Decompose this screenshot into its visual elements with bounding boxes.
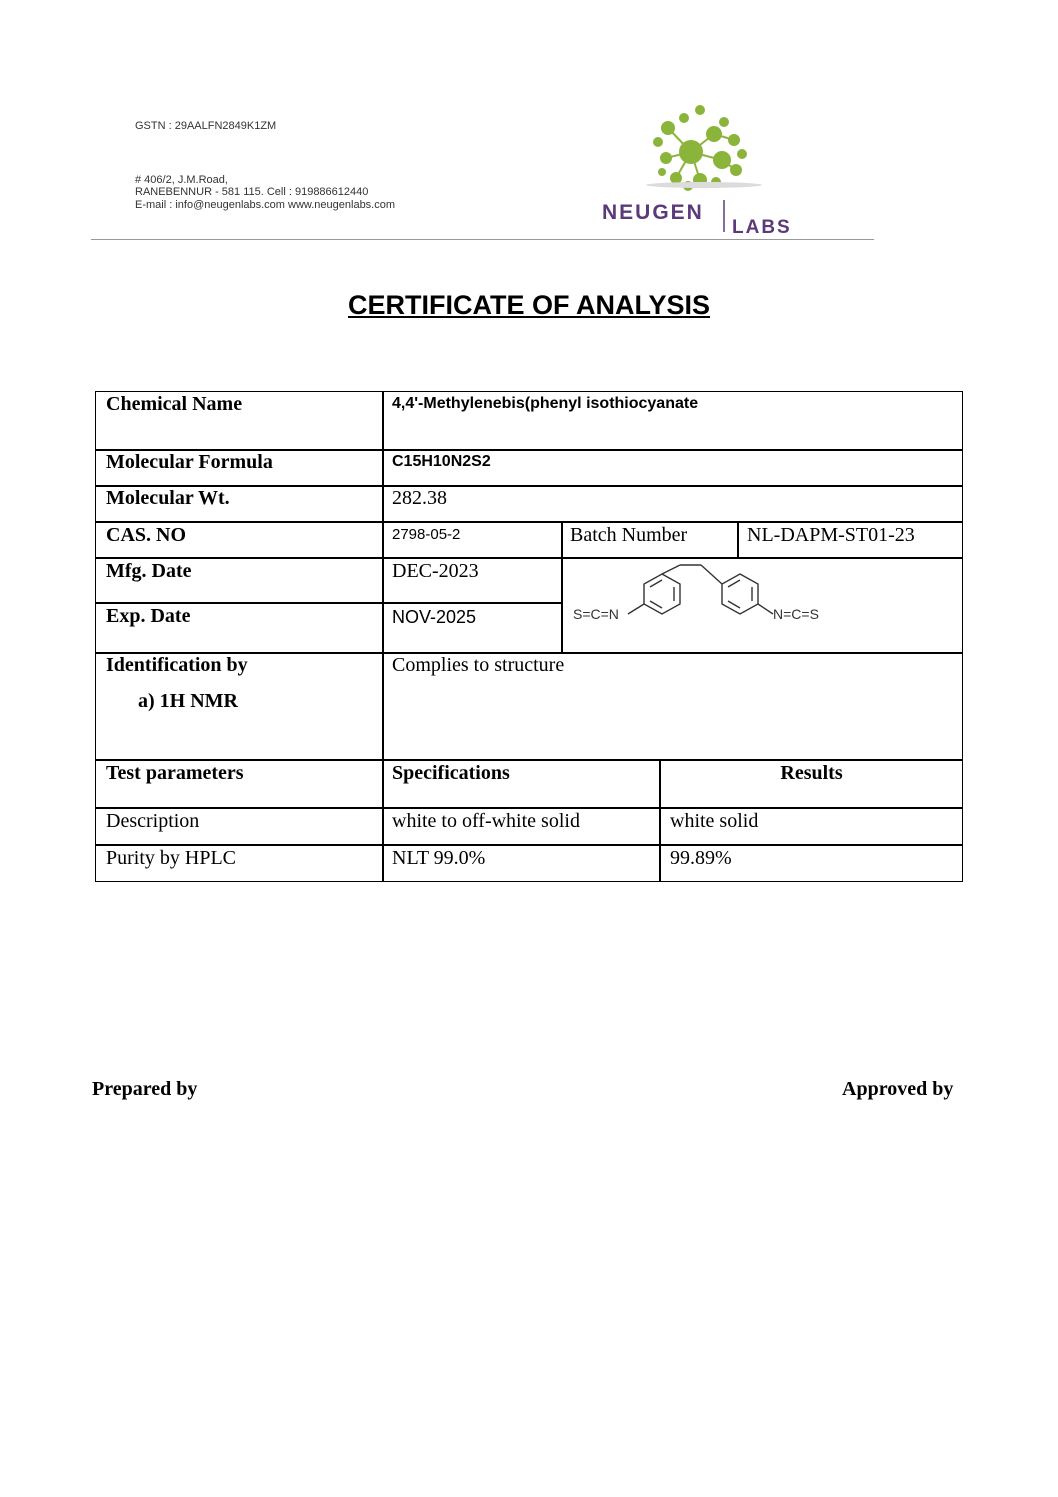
row-parameter: Description [106, 810, 200, 832]
molecular-formula-value: C15H10N2S2 [392, 453, 491, 470]
mfg-date-label: Mfg. Date [106, 560, 192, 582]
address-line-3: E-mail : info@neugenlabs.com www.neugenlabs.com [135, 199, 396, 211]
address-line-2: RANEBENNUR - 581 115. Cell : 919886612440 [135, 186, 369, 198]
chemical-structure-diagram [566, 562, 836, 648]
molecular-formula-label: Molecular Formula [106, 451, 273, 473]
structure-right-label: N=C=S [773, 606, 819, 622]
cas-value: 2798-05-2 [392, 526, 461, 543]
row-parameter: Purity by HPLC [106, 847, 237, 869]
chemical-name-label: Chemical Name [106, 393, 243, 415]
chemical-name-value: 4,4'-Methylenebis(phenyl isothiocyanate [392, 395, 699, 412]
exp-date-label: Exp. Date [106, 605, 191, 627]
identification-method: a) 1H NMR [138, 690, 238, 712]
gstn-text: GSTN : 29AALFN2849K1ZM [135, 120, 277, 132]
header-results: Results [780, 762, 843, 784]
molecular-wt-label: Molecular Wt. [106, 487, 230, 509]
molecule-icon [654, 106, 746, 190]
identification-label: Identification by [106, 654, 248, 676]
header-divider [91, 239, 874, 240]
address-line-1: # 406/2, J.M.Road, [135, 174, 228, 186]
row-specification: white to off-white solid [392, 810, 580, 832]
batch-value: NL-DAPM-ST01-23 [747, 524, 915, 546]
header-test-parameters: Test parameters [106, 762, 244, 784]
identification-result: Complies to structure [392, 654, 565, 676]
batch-label: Batch Number [570, 524, 688, 546]
page-title: CERTIFICATE OF ANALYSIS [347, 290, 711, 320]
row-result: white solid [670, 810, 759, 832]
table-cell [383, 486, 963, 522]
mfg-date-value: DEC-2023 [392, 560, 479, 582]
molecular-wt-value: 282.38 [392, 487, 447, 509]
logo-word-neugen: NEUGEN [602, 201, 704, 224]
header-specifications: Specifications [392, 762, 510, 784]
exp-date-value: NOV-2025 [392, 607, 477, 627]
cas-label: CAS. NO [106, 524, 187, 546]
prepared-by-label: Prepared by [92, 1078, 198, 1100]
structure-left-label: S=C=N [573, 606, 619, 622]
row-specification: NLT 99.0% [392, 847, 486, 869]
row-result: 99.89% [670, 847, 732, 869]
neugen-labs-logo [596, 100, 816, 240]
logo-word-labs: LABS [732, 217, 792, 238]
approved-by-label: Approved by [842, 1078, 954, 1100]
